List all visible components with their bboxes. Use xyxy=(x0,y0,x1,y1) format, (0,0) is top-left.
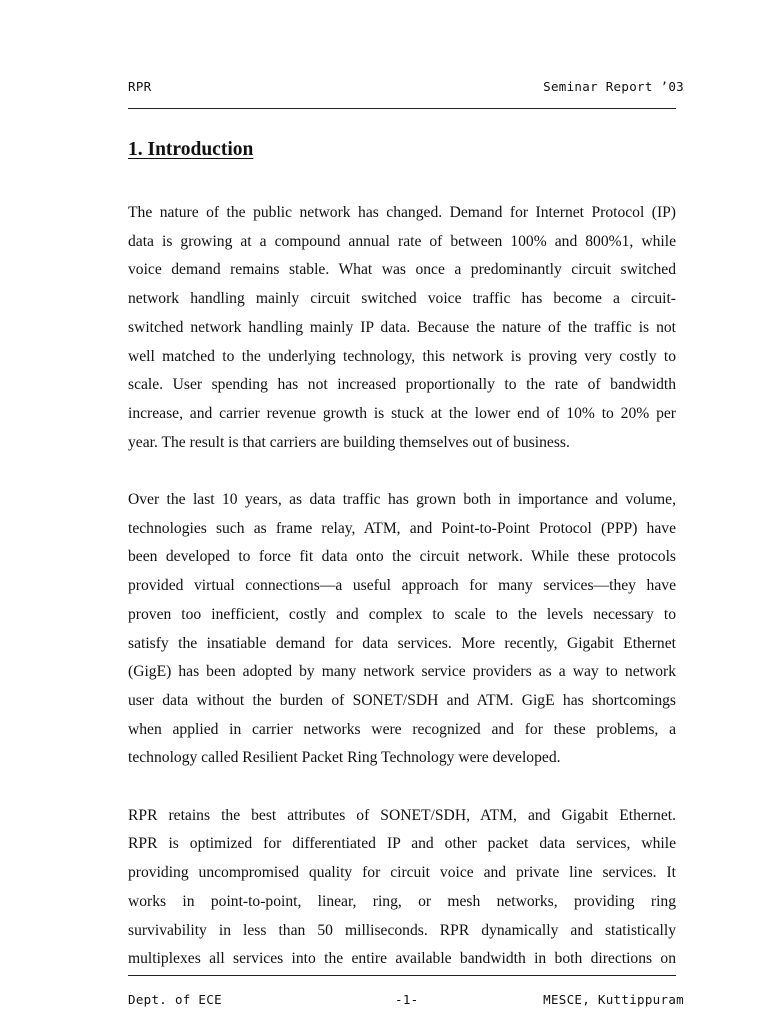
running-footer xyxy=(128,992,684,1008)
paragraph-line: scale. User spending has not increased proportionally to the rate of bandwidth xyxy=(128,376,676,394)
paragraph-line: works in point-to-point, linear, ring, or mesh networks, providing ring xyxy=(128,892,676,910)
paragraph-2 xyxy=(128,486,676,773)
paragraph-1 xyxy=(128,199,676,457)
paragraph-line: when applied in carrier networks were recognized and for these problems, a xyxy=(128,720,676,738)
header-rule xyxy=(128,108,676,109)
paragraph-line: multiplexes all services into the entire available bandwidth in both directions on xyxy=(128,950,676,968)
header-left: RPR xyxy=(128,79,152,94)
paragraph-line: The nature of the public network has changed. Demand for Internet Protocol (IP) xyxy=(128,204,676,221)
paragraph-3 xyxy=(128,802,676,974)
running-header xyxy=(128,79,684,94)
paragraph-line: network handling mainly circuit switched voice traffic has become a circuit- xyxy=(128,290,676,308)
paragraph-line: technology called Resilient Packet Ring Technology were developed. xyxy=(128,749,561,767)
paragraph-line: data is growing at a compound annual rate of between 100% and 800%1, while xyxy=(128,232,676,250)
paragraph-line: satisfy the insatiable demand for data services. More recently, Gigabit Ethernet xyxy=(128,634,676,652)
paragraph-line: providing uncompromised quality for circuit voice and private line services. It xyxy=(128,864,676,882)
paragraph-line: voice demand remains stable. What was once a predominantly circuit switched xyxy=(128,261,676,279)
paragraph-line: year. The result is that carriers are building themselves out of business. xyxy=(128,433,570,451)
paragraph-line: RPR is optimized for differentiated IP and other packet data services, while xyxy=(128,835,676,853)
footer-right: MESCE, Kuttippuram xyxy=(543,992,684,1007)
paragraph-line: well matched to the underlying technology, this network is proving very costly to xyxy=(128,347,676,365)
header-right: Seminar Report ’03 xyxy=(543,79,684,94)
paragraph-line: increase, and carrier revenue growth is stuck at the lower end of 10% to 20% per xyxy=(128,404,676,422)
footer-left: Dept. of ECE xyxy=(128,992,222,1007)
body-text xyxy=(128,199,676,1003)
paragraph-line: been developed to force fit data onto the circuit network. While these protocols xyxy=(128,548,676,566)
paragraph-line: RPR retains the best attributes of SONET/SDH, ATM, and Gigabit Ethernet. xyxy=(128,806,676,824)
paragraph-line: switched network handling mainly IP data. Because the nature of the traffic is not xyxy=(128,318,676,336)
paragraph-line: survivability in less than 50 milliseconds. RPR dynamically and statistically xyxy=(128,921,676,939)
footer-rule xyxy=(128,975,676,976)
paragraph-line: user data without the burden of SONET/SDH and ATM. GigE has shortcomings xyxy=(128,691,676,709)
paragraph-line: (GigE) has been adopted by many network service providers as a way to network xyxy=(128,663,676,681)
paragraph-line: technologies such as frame relay, ATM, and Point-to-Point Protocol (PPP) have xyxy=(128,519,676,537)
paragraph-line: provided virtual connections—a useful approach for many services—they have xyxy=(128,577,676,595)
paragraph-line: proven too inefficient, costly and complex to scale to the levels necessary to xyxy=(128,605,676,623)
page-number: -1- xyxy=(395,992,419,1007)
section-heading: 1. Introduction xyxy=(128,139,254,160)
paragraph-line: Over the last 10 years, as data traffic has grown both in importance and volume, xyxy=(128,491,676,509)
